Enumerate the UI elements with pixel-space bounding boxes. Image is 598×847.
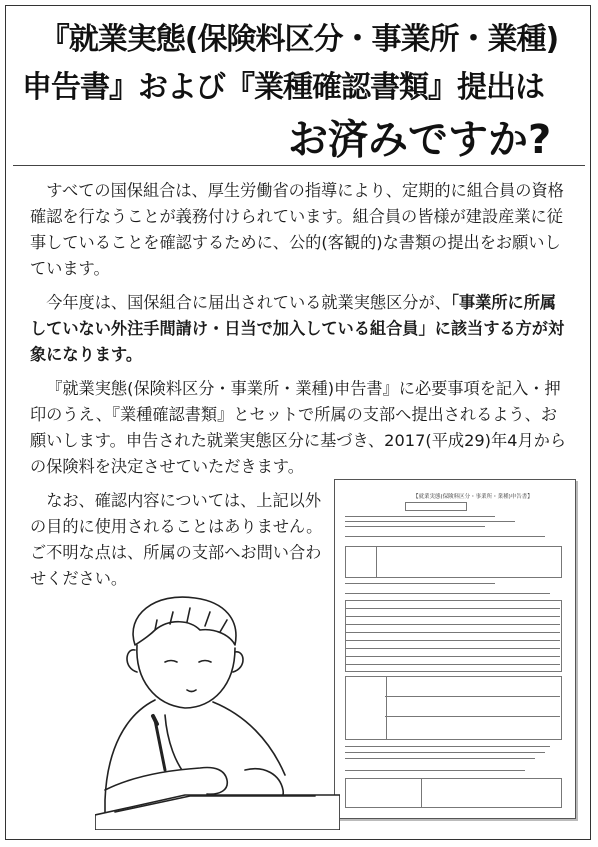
form-line (345, 521, 515, 522)
form-line (345, 664, 560, 665)
form-line (345, 648, 560, 649)
paragraph-3: 『就業実態(保険料区分・事業所・業種)申告書』に必要事項を記入・押印のうえ、『業種確認書類』とセットで所属の支部へ提出されるよう、お願いします。申告された就業実態区分に基づき、2017(平成29)年4月からの保険料を決定させていただきます。 (30, 379, 567, 476)
paragraph-1: すべての国保組合は、厚生労働省の指導により、定期的に組合員の資格確認を行なうことが義務付けられています。組合員の皆様が建設産業に従事していることを確認するために、公的(客観的)な書類の提出をお願いしています。 (30, 181, 564, 278)
form-line (345, 656, 560, 657)
form-line (345, 624, 560, 625)
form-line (345, 640, 560, 641)
form-line (345, 758, 535, 759)
form-line (345, 583, 495, 584)
form-line (345, 746, 550, 747)
form-table (345, 600, 562, 672)
form-line (345, 526, 485, 527)
form-thumbnail-title: 【就業実態(保険料区分・事業所・業種)申告書】 (413, 494, 533, 500)
paragraph-2-c: に該当する方が対象になります。 (30, 319, 565, 364)
form-thumbnail (334, 479, 576, 819)
form-line (385, 696, 560, 697)
paragraph-2-emphasis: 「事業所に所属していない外注手間請け・日当で加入している組合員」 (30, 293, 557, 338)
heading-line-2: 申告書』および『業種確認書類』提出は (22, 70, 544, 105)
divider (13, 165, 585, 166)
heading-line-3: お済みですか? (288, 117, 552, 163)
paragraph-2 (30, 290, 570, 368)
form-line (385, 716, 560, 717)
form-box (345, 546, 562, 578)
form-line (345, 608, 560, 609)
form-line (345, 593, 550, 594)
heading-line-1: 『就業実態(保険料区分・事業所・業種) (39, 22, 559, 57)
form-line (345, 536, 545, 537)
form-line (345, 770, 525, 771)
form-box (345, 778, 422, 808)
form-line (345, 632, 560, 633)
form-box (345, 676, 387, 740)
form-box (345, 546, 377, 578)
paragraph-2-a: 今年度は、国保組合に届出されている就業実態区分が、 (46, 293, 451, 312)
paragraph-4: なお、確認内容については、上記以外の目的に使用されることはありません。ご不明な点は、所属の支部へお問い合わせください。 (30, 491, 323, 588)
form-box (405, 502, 467, 511)
person-writing-illustration (95, 590, 340, 830)
form-line (345, 516, 495, 517)
form-line (345, 616, 560, 617)
form-line (345, 752, 545, 753)
